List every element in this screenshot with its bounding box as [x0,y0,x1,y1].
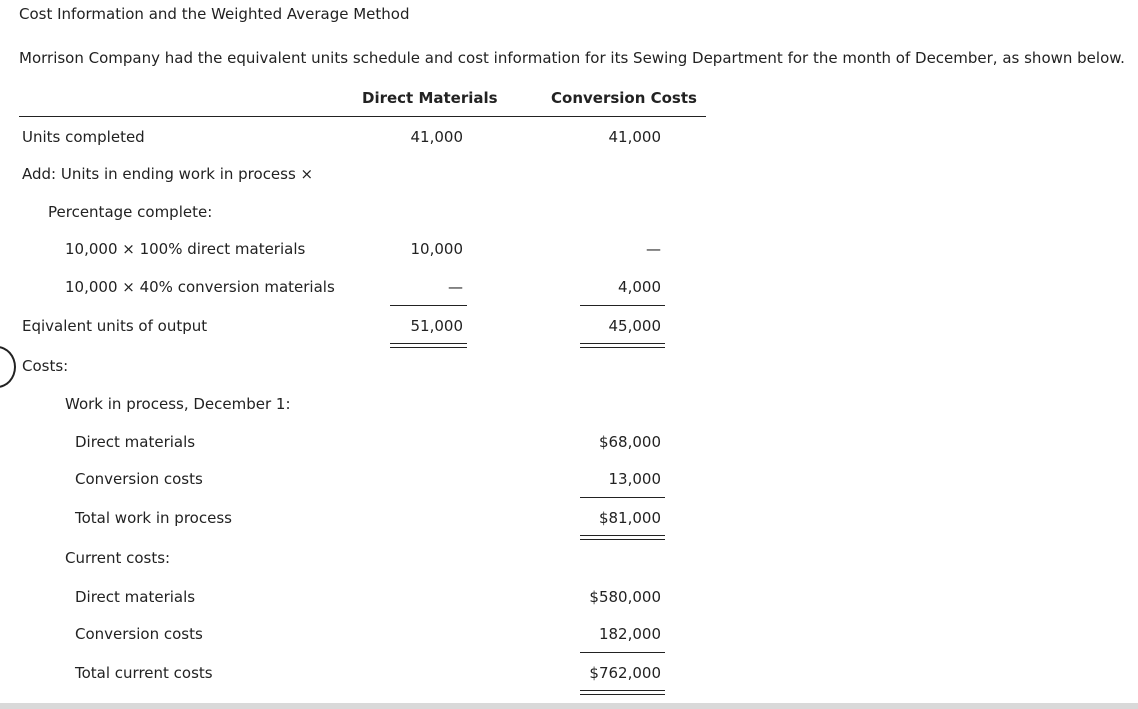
total-double-rule-dm [390,343,467,348]
current-total-double-rule [580,690,665,695]
subtotal-rule-cc [580,305,665,306]
wip-total-label: Total work in process [75,509,232,527]
units-completed-dm: 41,000 [410,128,463,146]
wip-subtotal-rule [580,497,665,498]
current-dm-label: Direct materials [75,588,196,606]
current-costs-label: Current costs: [65,549,171,567]
dm-ending-wip-dm: 10,000 [410,240,463,258]
wip-december-label: Work in process, December 1: [65,395,291,413]
intro-text: Morrison Company had the equivalent units schedule and cost information for its Sewing Department for the month of December, as shown below. [19,49,1125,67]
cc-ending-wip-label: 10,000 × 40% conversion materials [65,278,335,296]
wip-dm-value: $68,000 [598,433,661,451]
wip-total-value: $81,000 [598,509,661,527]
units-completed-label: Units completed [22,128,145,146]
subtotal-rule-dm [390,305,467,306]
total-double-rule-cc [580,343,665,348]
costs-label: Costs: [22,357,69,375]
dm-ending-wip-cc: — [646,240,661,258]
cc-ending-wip-cc: 4,000 [618,278,661,296]
wip-cc-label: Conversion costs [75,470,203,488]
units-completed-cc: 41,000 [608,128,661,146]
column-header-conversion-costs: Conversion Costs [551,89,697,107]
current-dm-value: $580,000 [589,588,661,606]
add-ending-wip-label: Add: Units in ending work in process × [22,165,314,183]
current-subtotal-rule [580,652,665,653]
header-rule [19,116,706,117]
bottom-scroll-edge [0,703,1138,709]
equivalent-units-dm: 51,000 [410,317,463,335]
circle-marker-icon [0,346,16,388]
wip-dm-label: Direct materials [75,433,196,451]
equivalent-units-label: Eqivalent units of output [22,317,208,335]
cc-ending-wip-dm: — [448,278,463,296]
wip-total-double-rule [580,535,665,540]
equivalent-units-cc: 45,000 [608,317,661,335]
wip-cc-value: 13,000 [608,470,661,488]
percentage-complete-label: Percentage complete: [48,203,213,221]
current-cc-label: Conversion costs [75,625,203,643]
column-header-direct-materials: Direct Materials [362,89,498,107]
current-cc-value: 182,000 [598,625,661,643]
current-total-label: Total current costs [75,664,213,682]
dm-ending-wip-label: 10,000 × 100% direct materials [65,240,306,258]
current-total-value: $762,000 [589,664,661,682]
page-title: Cost Information and the Weighted Average Method [19,5,410,23]
